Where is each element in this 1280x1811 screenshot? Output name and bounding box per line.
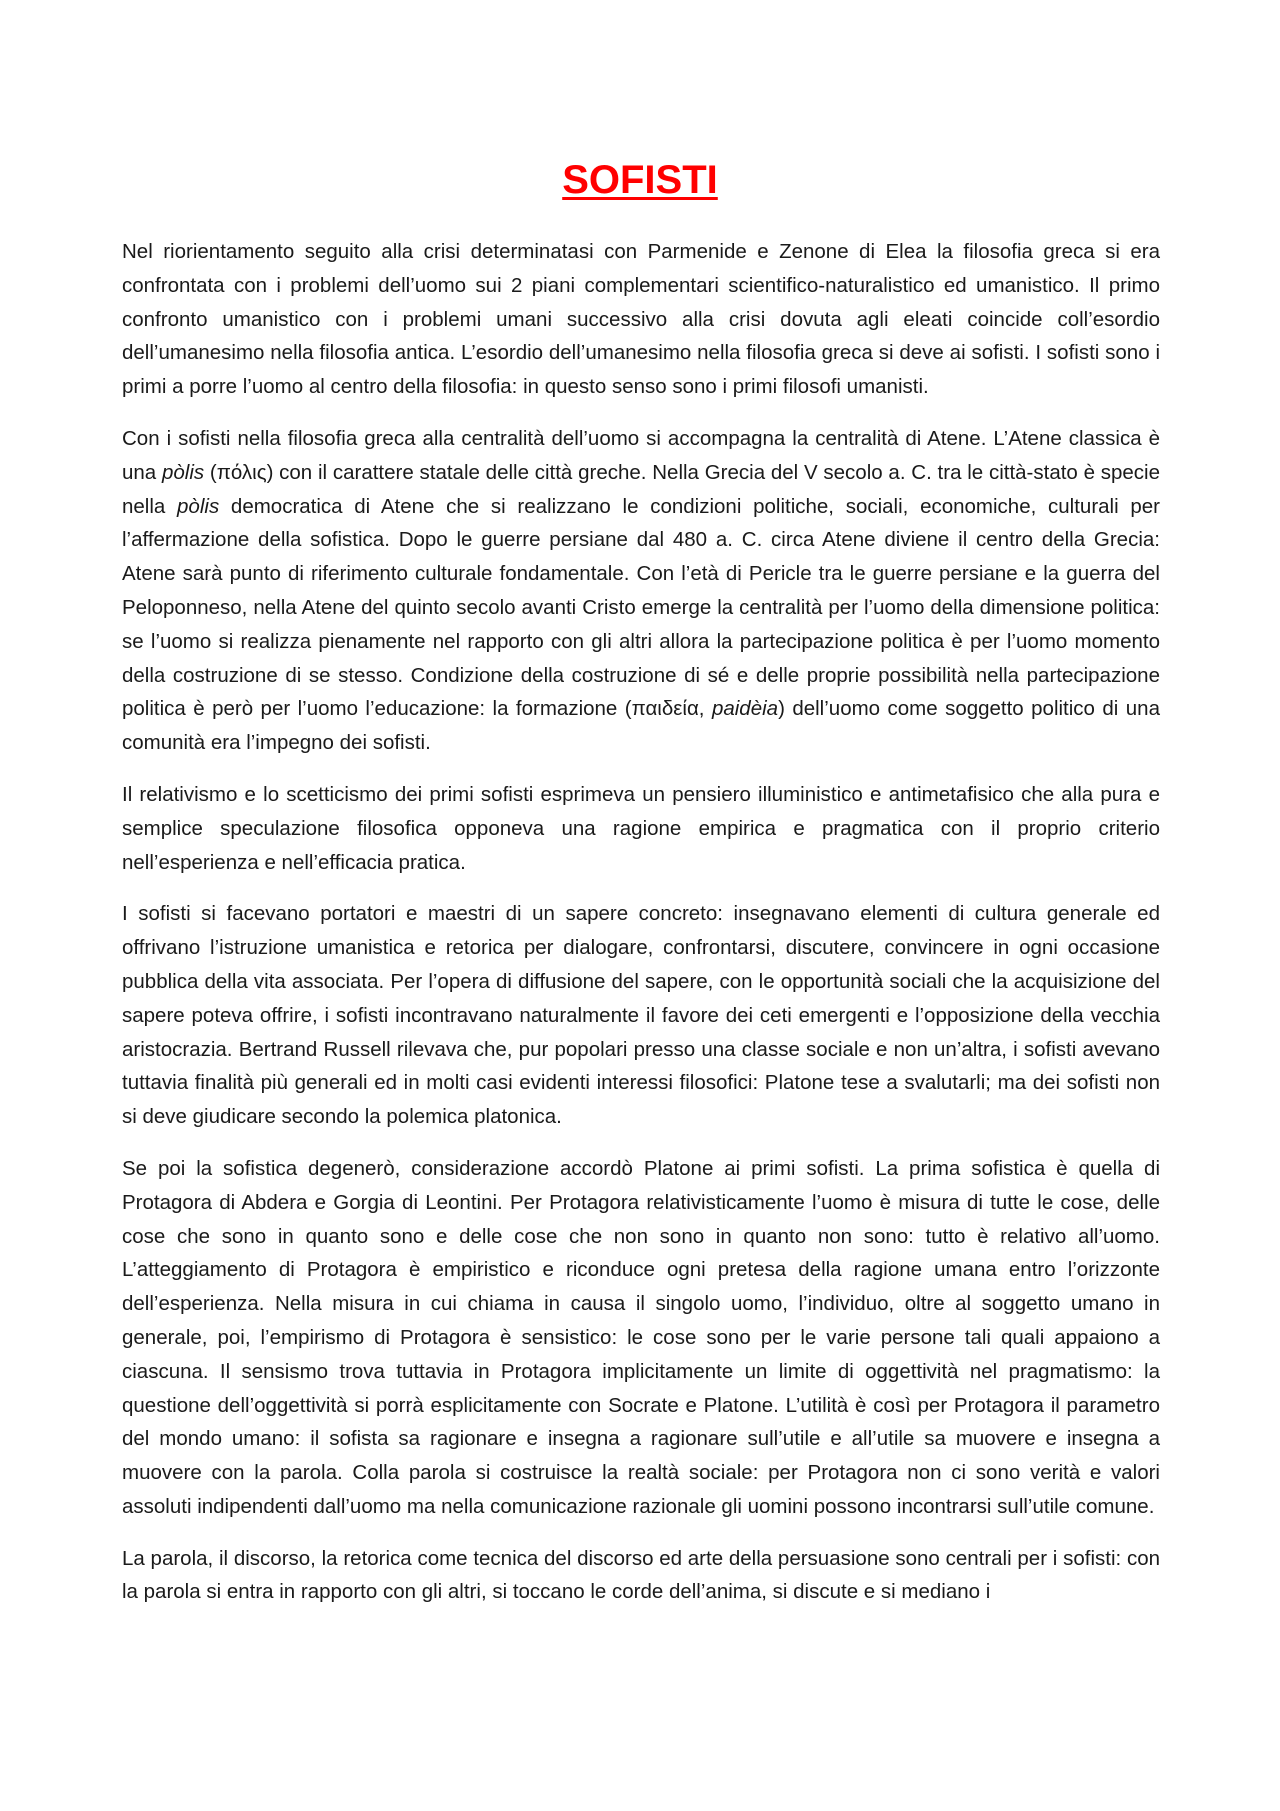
- document-title-text: SOFISTI: [562, 158, 718, 202]
- paragraph-text: Il relativismo e lo scetticismo dei primi sofisti esprimeva un pensiero illuministico e antimetafisico che alla pura e semplice speculazione filosofica opponeva una ragione empirica e pragmatica con il proprio criterio nell’esperienza e nell’efficacia pratica.: [122, 782, 1160, 874]
- paragraph-text: ) dell’uomo come soggetto politico di una comunità era l’impegno dei sofisti.: [122, 697, 1160, 755]
- paragraph-text: Nel riorientamento seguito alla crisi determinatasi con Parmenide e Zenone di Elea la filosofia greca si era confrontata con i problemi dell’uomo sui 2 piani complementari scientifico-naturalistico ed umanistico. Il primo confronto umanistico con i problemi umani successivo alla crisi dovuta agli eleati coincide coll’esordio dell’umanesimo nella filosofia antica. L’esordio dell’umanesimo nella filosofia greca si deve ai sofisti. I sofisti sono i primi a porre l’uomo al centro della filosofia: in questo senso sono i primi filosofi umanisti.: [122, 240, 1160, 399]
- paragraph-text: democratica di Atene che si realizzano le condizioni politiche, sociali, economiche, culturali per l’affermazione della sofistica. Dopo le guerre persiane dal 480 a. C. circa Atene diviene il centro della Grecia: Atene sarà punto di riferimento culturale fondamentale. Con l’età di Pericle tra le guerre persiane e la guerra del Peloponneso, nella Atene del quinto secolo avanti Cristo emerge la centralità per l’uomo della dimensione politica: se l’uomo si realizza pienamente nel rapporto con gli altri allora la partecipazione politica è per l’uomo momento della costruzione di se stesso. Condizione della costruzione di sé e delle proprie possibilità nella partecipazione politica è però per l’uomo l’educazione: la formazione (παιδεία,: [122, 494, 1160, 721]
- paragraph-6: [122, 1542, 1160, 1610]
- paragraph-3: [122, 778, 1160, 879]
- paragraph-text: (πόλις) con il carattere statale delle città greche. Nella Grecia del V secolo a. C. tra le città-stato è specie nella: [122, 460, 1160, 518]
- paragraph-text: La parola, il discorso, la retorica come tecnica del discorso ed arte della persuasione sono centrali per i sofisti: con la parola si entra in rapporto con gli altri, si toccano le corde dell’anima, si discute e si mediano i: [122, 1546, 1160, 1604]
- document-title: [0, 154, 1280, 206]
- paragraph-text: Con i sofisti nella filosofia greca alla centralità dell’uomo si accompagna la centralità di Atene. L’Atene classica è una: [122, 426, 1160, 484]
- italic-term: pòlis: [161, 460, 205, 484]
- paragraph-5: [122, 1152, 1160, 1524]
- paragraph-1: [122, 235, 1160, 404]
- paragraph-4: [122, 897, 1160, 1134]
- italic-term: paidèia: [711, 697, 779, 721]
- italic-term: pòlis: [177, 494, 220, 518]
- paragraph-text: I sofisti si facevano portatori e maestri di un sapere concreto: insegnavano elementi di cultura generale ed offrivano l’istruzione umanistica e retorica per dialogare, confrontarsi, discutere, convincere in ogni occasione pubblica della vita associata. Per l’opera di diffusione del sapere, con le opportunità sociali che la acquisizione del sapere poteva offrire, i sofisti incontravano naturalmente il favore dei ceti emergenti e l’opposizione della vecchia aristocrazia. Bertrand Russell rilevava che, pur popolari presso una classe sociale e non un’altra, i sofisti avevano tuttavia finalità più generali ed in molti casi evidenti interessi filosofici: Platone tese a svalutarli; ma dei sofisti non si deve giudicare secondo la polemica platonica.: [122, 902, 1160, 1129]
- document-body: [122, 235, 1160, 1627]
- paragraph-text: Se poi la sofistica degenerò, considerazione accordò Platone ai primi sofisti. La prima sofistica è quella di Protagora di Abdera e Gorgia di Leontini. Per Protagora relativisticamente l’uomo è misura di tutte le cose, delle cose che sono in quanto sono e delle cose che non sono in quanto non sono: tutto è relativo all’uomo. L’atteggiamento di Protagora è empiristico e riconduce ogni pretesa della ragione umana entro l’orizzonte dell’esperienza. Nella misura in cui chiama in causa il singolo uomo, l’individuo, oltre al soggetto umano in generale, poi, l’empirismo di Protagora è sensistico: le cose sono per le varie persone tali quali appaiono a ciascuna. Il sensismo trova tuttavia in Protagora implicitamente un limite di oggettività nel pragmatismo: la questione dell’oggettività si porrà esplicitamente con Socrate e Platone. L’utilità è così per Protagora il parametro del mondo umano: il sofista sa ragionare e insegna a ragionare sull’utile e all’utile sa muovere e insegna a muovere con la parola. Colla parola si costruisce la realtà sociale: per Protagora non ci sono verità e valori assoluti indipendenti dall’uomo ma nella comunicazione razionale gli uomini possono incontrarsi sull’utile comune.: [122, 1156, 1160, 1518]
- paragraph-2: [122, 422, 1160, 760]
